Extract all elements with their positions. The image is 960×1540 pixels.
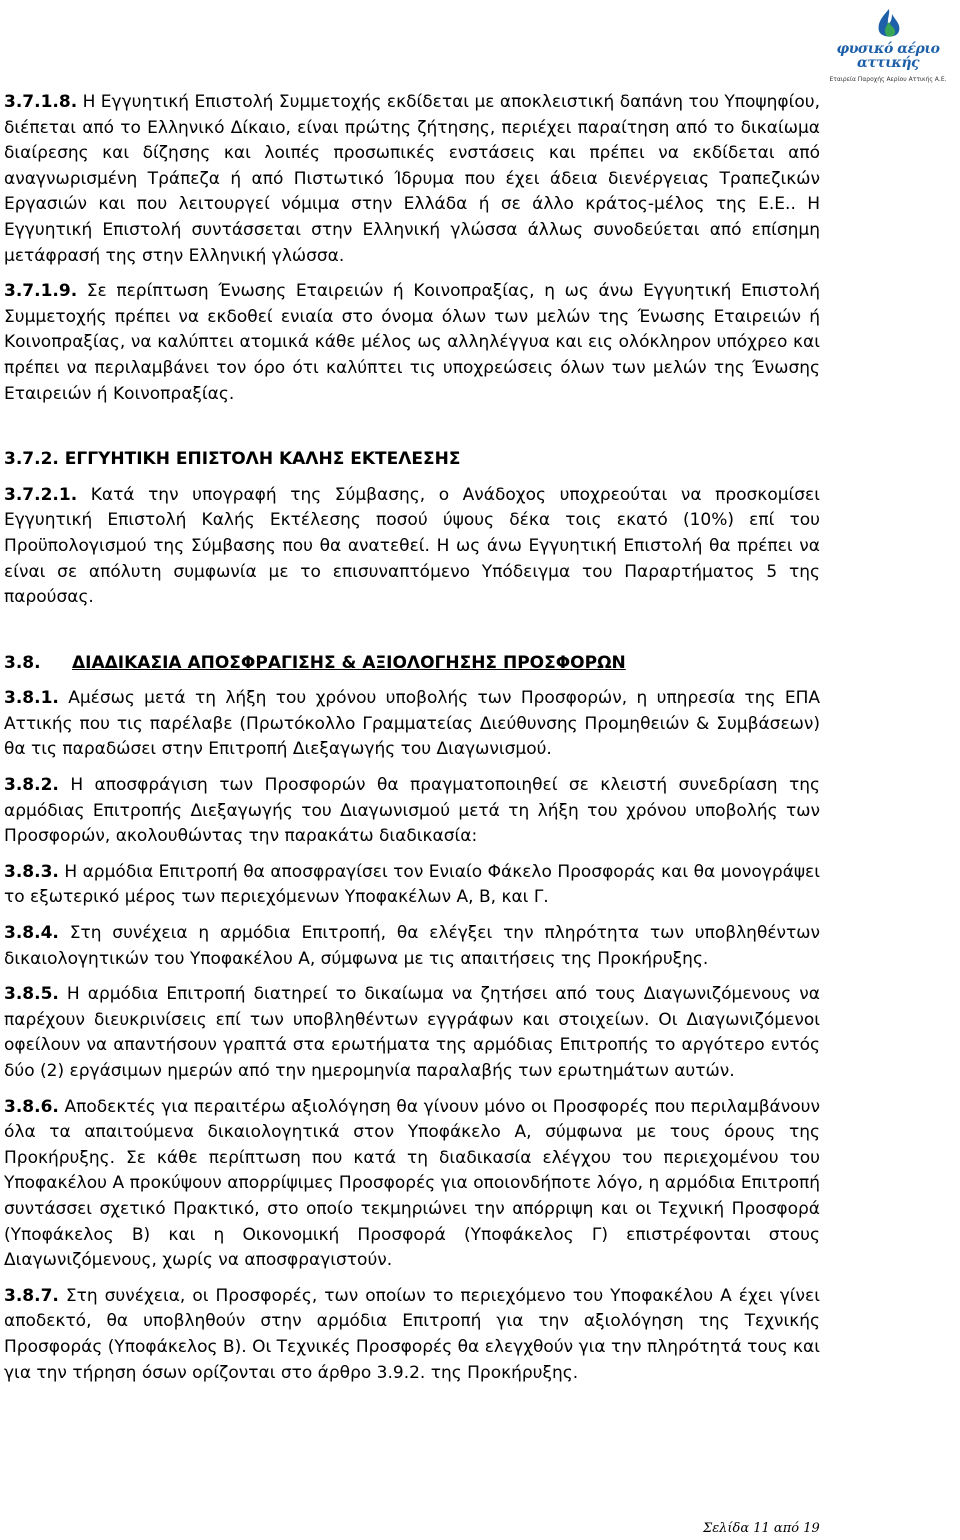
paragraph-3-7-1-9: 3.7.1.9. Σε περίπτωση Ένωσης Εταιρειών ή Κοινοπραξίας, η ως άνω Εγγυητική Επιστολή Συμμετοχής πρέπει να εκδοθεί ενιαία στο όνομα όλων των μελών της Ένωσης Εταιρειών ή Κοινοπραξίας, να καλύπτει ατομικά κάθε μέλος ως αλληλέγγυα και εις ολόκληρον υπόχρεο και πρέπει να περιλαμβάνει τον όρο ότι καλύπτει τις υποχρεώσεις όλων των μελών της Ένωσης Εταιρειών ή Κοινοπραξίας. (4, 281, 820, 404)
logo-wordmark: φυσικό αέριο αττικής (836, 41, 940, 71)
flame-icon (873, 8, 905, 42)
paragraph-3-8-7: 3.8.7. Στη συνέχεια, οι Προσφορές, των οποίων το περιεχόμενο του Υποφακέλου Α έχει γίνει αποδεκτό, θα υποβληθούν στην αρμόδια Επιτροπή για την αξιολόγηση της Τεχνικής Προσφοράς (Υποφάκελος Β). Οι Τεχνικές Προσφορές θα ελεγχθούν για την πληρότητά τους και για την τήρηση όσων ορίζονται στο άρθρο 3.9.2. της Προκήρυξης. (4, 1285, 820, 1383)
paragraph-3-8-5: 3.8.5. Η αρμόδια Επιτροπή διατηρεί το δικαίωμα να ζητήσει από τους Διαγωνιζόμενους να παρέχουν διευκρινίσεις επί των υποβληθέντων εγγράφων και στοιχείων. Οι Διαγωνιζόμενοι οφείλουν να απαντήσουν γραπτά στα ερωτήματα της αρμόδιας Επιτροπής το αργότερο εντός δύο (2) εργάσιμων ημερών από την ημερομηνία παραλαβής των ερωτημάτων αυτών. (4, 984, 820, 1081)
document-body (4, 90, 820, 1386)
page-number: Σελίδα 11 από 19 (703, 1521, 820, 1536)
paragraph-3-8-6: 3.8.6. Αποδεκτές για περαιτέρω αξιολόγηση θα γίνουν μόνο οι Προσφορές που περιλαμβάνουν όλα τα απαιτούμενα δικαιολογητικά στον Υποφάκελο Α, σύμφωνα με τους όρους της Προκήρυξης. Σε κάθε περίπτωση που κατά τη διαδικασία ελέγχου του περιεχομένου του Υποφακέλου Α προκύψουν απορρίψιμες Προσφορές για οποιονδήποτε λόγο, η αρμόδια Επιτροπή συντάσσει σχετικό Πρακτικό, στο οποίο τεκμηριώνει την απόρριψη και οι Τεχνική Προσφορά (Υποφάκελος Β) και η Οικονομική Προσφορά (Υποφάκελος Γ) επιστρέφονται στους Διαγωνιζόμενους, χωρίς να αποσφραγιστούν. (4, 1096, 820, 1271)
paragraph-3-7-1-8: 3.7.1.8. Η Εγγυητική Επιστολή Συμμετοχής εκδίδεται με αποκλειστική δαπάνη του Υποψηφίου, διέπεται από το Ελληνικό Δίκαιο, είναι πρώτης ζήτησης, περιέχει παραίτηση από το δικαίωμα διαίρεσης και δίζησης και λοιπές προσωπικές ενστάσεις και πρέπει να εκδίδεται από αναγνωρισμένη Τράπεζα ή από Πιστωτικό Ίδρυμα που έχει άδεια διενέργειας Τραπεζικών Εργασιών και που λειτουργεί νόμιμα στην Ελλάδα ή σε άλλο κράτος-μέλος της Ε.Ε.. Η Εγγυητική Επιστολή συντάσσεται στην Ελληνική γλώσσα άλλως συνοδεύεται από επίσημη μετάφρασή της στην Ελληνική γλώσσα. (4, 92, 820, 266)
paragraph-3-8-3: 3.8.3. Η αρμόδια Επιτροπή θα αποσφραγίσει τον Ενιαίο Φάκελο Προσφοράς και θα μονογράψει το εξωτερικό μέρος των περιεχόμενων Υποφακέλων Α, Β, και Γ. (4, 861, 820, 908)
section-heading-3-8: 3.8. ΔΙΑΔΙΚΑΣΙΑ ΑΠΟΣΦΡΑΓΙΣΗΣ & ΑΞΙΟΛΟΓΗΣΗΣ ΠΡΟΣΦΟΡΩΝ (4, 652, 626, 673)
company-logo (818, 8, 958, 86)
section-heading-3-7-2: 3.7.2. ΕΓΓΥΗΤΙΚΗ ΕΠΙΣΤΟΛΗ ΚΑΛΗΣ ΕΚΤΕΛΕΣΗΣ (4, 449, 461, 470)
paragraph-3-8-4: 3.8.4. Στη συνέχεια η αρμόδια Επιτροπή, θα ελέγξει την πληρότητα των υποβληθέντων δικαιολογητικών του Υποφακέλου Α, σύμφωνα με τις απαιτήσεις της Προκήρυξης. (4, 923, 820, 969)
paragraph-3-8-2: 3.8.2. Η αποσφράγιση των Προσφορών θα πραγματοποιηθεί σε κλειστή συνεδρίαση της αρμόδιας Επιτροπής Διεξαγωγής του Διαγωνισμού μετά τη λήξη του χρόνου υποβολής των Προσφορών, ακολουθώντας την παρακάτω διαδικασία: (4, 775, 820, 847)
paragraph-3-7-2-1: 3.7.2.1. Κατά την υπογραφή της Σύμβασης, ο Ανάδοχος υποχρεούται να προσκομίσει Εγγυητική Επιστολή Καλής Εκτέλεσης ποσού ύψους δέκα τοις εκατό (10%) επί του Προϋπολογισμού της Σύμβασης που θα ανατεθεί. Η ως άνω Εγγυητική Επιστολή θα πρέπει να είναι σε απόλυτη συμφωνία με το επισυναπτόμενο Υπόδειγμα του Παραρτήματος 5 της παρούσας. (4, 484, 820, 608)
logo-tagline: Εταιρεία Παροχής Αερίου Αττικής Α.Ε. (829, 76, 947, 83)
paragraph-3-8-1: 3.8.1. Αμέσως μετά τη λήξη του χρόνου υποβολής των Προσφορών, η υπηρεσία της ΕΠΑ Αττικής που τις παρέλαβε (Πρωτόκολλο Γραμματείας Διεύθυνσης Προμηθειών & Συμβάσεων) θα τις παραδώσει στην Επιτροπή Διεξαγωγής του Διαγωνισμού. (4, 688, 820, 760)
